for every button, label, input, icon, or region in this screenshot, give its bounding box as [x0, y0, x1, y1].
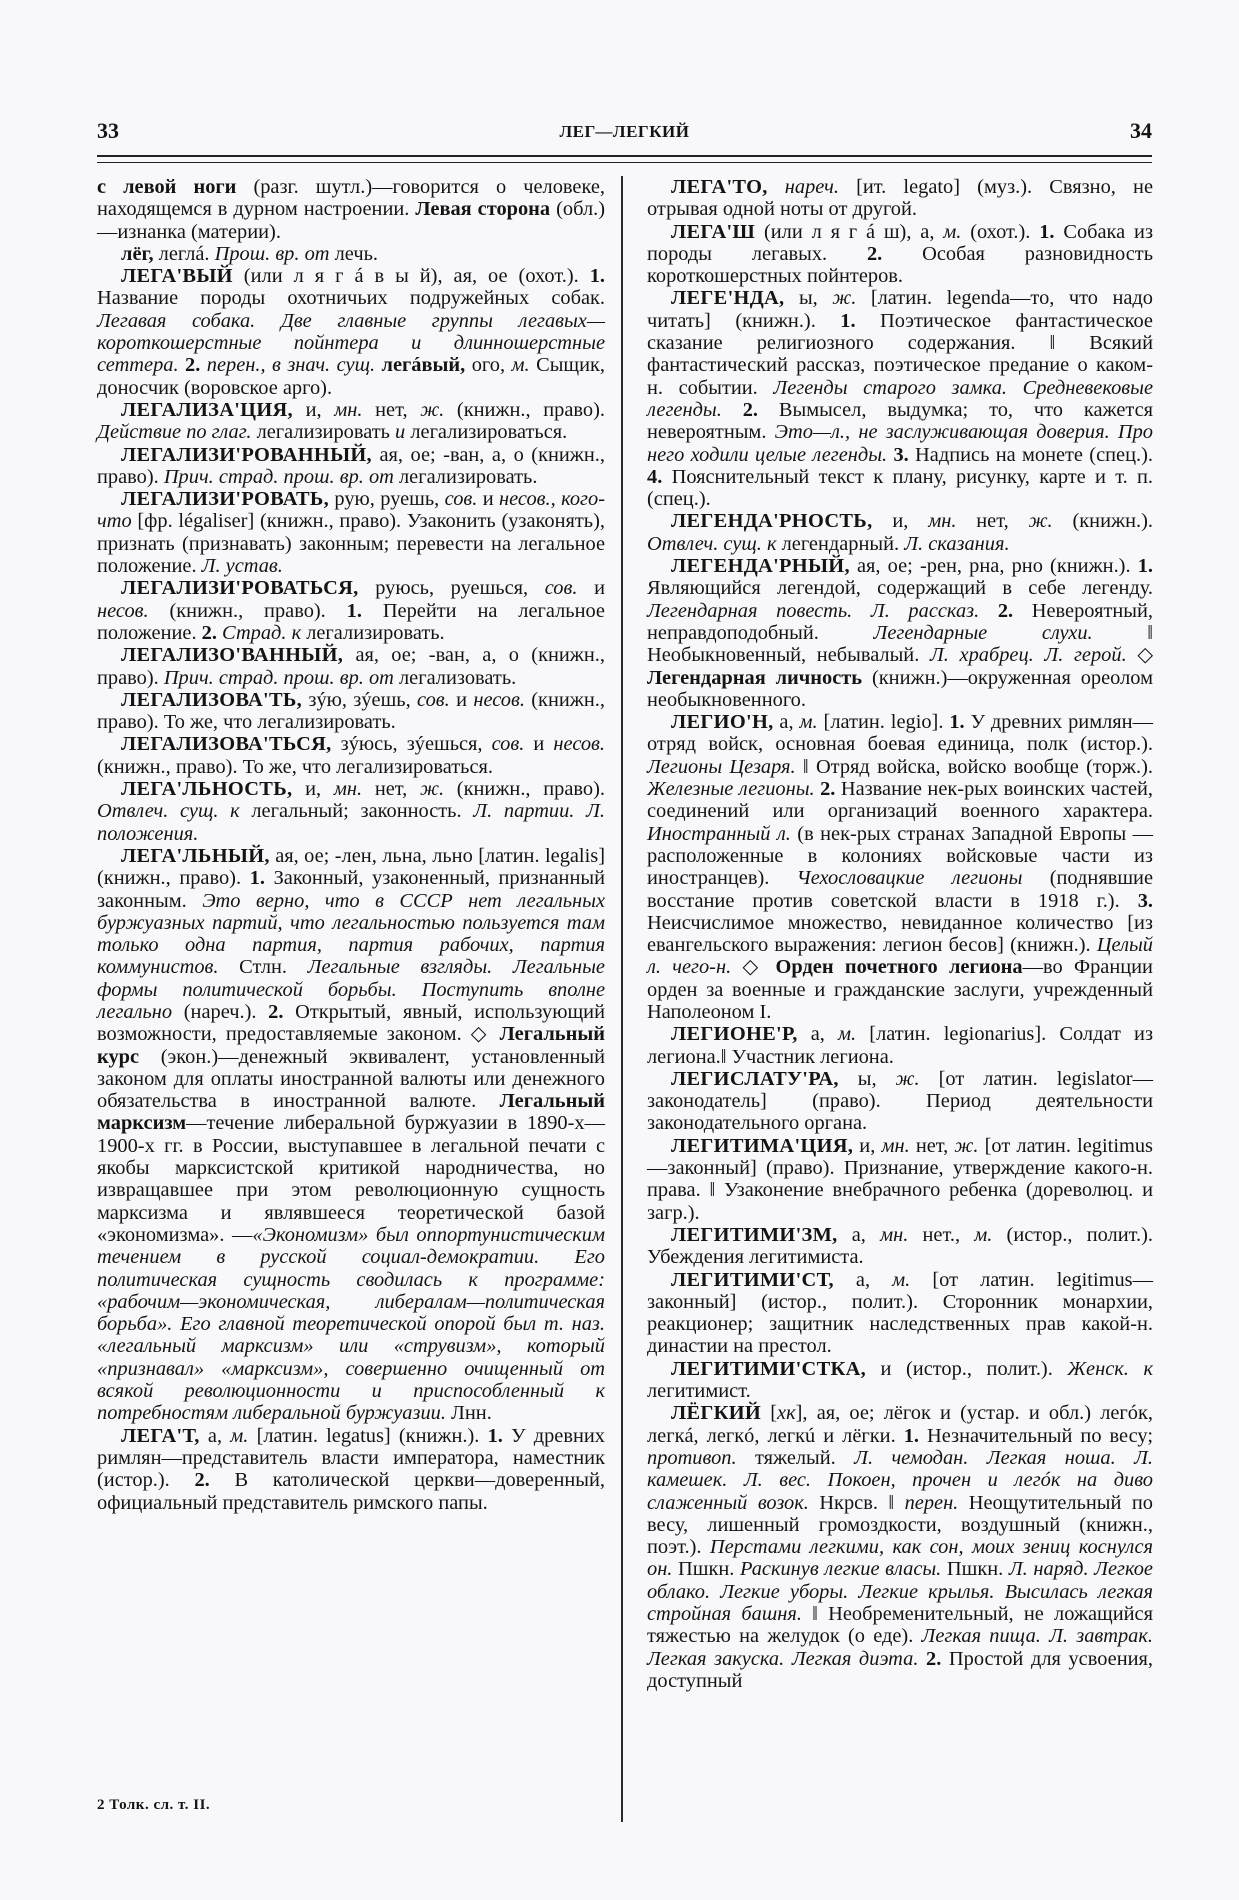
italic-text: Л. сказания. — [904, 532, 1010, 555]
entry-text: нет, — [362, 398, 421, 421]
italic-text: Л. устав. — [201, 555, 283, 578]
italic-text: «Экономизм» был оппортунистическим течением в русской социал-демократии. Его политическая сущность сводилась к программе: «рабочим—экономическая, либералам—политическая борьба». Его главной теоретической опорой был т. наз. «легальный марксизм» или «струвизм», который «признавал» «марксизм», совершенно очищенный от всякой революционности и приспособленный к потребностям либеральной буржуазии. — [97, 1223, 605, 1425]
bold-text: 2. — [194, 1469, 210, 1492]
entry-text: и, — [292, 398, 335, 421]
italic-text: м. — [974, 1223, 993, 1246]
entry-text: Надпись на монете (спец.). — [908, 443, 1154, 466]
headword: ЛЕГИОНЕ'Р, — [671, 1023, 798, 1046]
italic-text: несов. — [97, 599, 149, 622]
entry-text: Являющийся легендой, содержащий в себе легенду. — [647, 577, 1153, 600]
italic-text: Женск. к — [1067, 1357, 1153, 1380]
entry-text: (книжн.)—окруженная ореолом необыкновенного. — [647, 666, 1153, 711]
italic-text: Раскинув легкие власы. — [740, 1558, 942, 1581]
entry-text: и, — [872, 510, 929, 533]
italic-text: Л. чемодан. Легкая ноша. Л. камешек. Л. вес. Покоен, прочен и легóк на диво слаженный возок. — [647, 1446, 1153, 1514]
italic-text: Легенды старого замка. Средневековые легенды. — [647, 376, 1153, 421]
entry-text: ◇ — [731, 956, 776, 979]
entry-text: [ — [761, 1402, 778, 1425]
bold-text: 1. — [840, 309, 856, 332]
entry-text: —во Франции орден за военные и гражданские заслуги, учрежденный Наполеоном I. — [647, 956, 1153, 1023]
entry-text: (поднявшие восстание против советской власти в 1918 г.). — [647, 867, 1153, 912]
dictionary-entry — [647, 1402, 1153, 1692]
italic-text: несов. — [553, 733, 606, 756]
headword: ЛЕГАЛИЗОВА'ТЬСЯ, — [121, 733, 332, 756]
entry-text: (разг. шутл.)—говорится о человеке, находящемся в дурном настроении. — [97, 176, 605, 221]
entry-text: Собака из породы легавых. — [647, 220, 1154, 265]
entry-text: Перейти на легальное положение. — [97, 599, 605, 644]
entry-text: ‖ Необыкновенный, небывалый. — [647, 621, 1153, 667]
entry-text: рую, руешь, — [329, 488, 445, 511]
page-header — [97, 118, 1152, 148]
dictionary-entry — [97, 733, 605, 778]
entry-text: (охот.). — [961, 220, 1040, 243]
bold-text: 2. — [201, 621, 217, 644]
entry-text: а, — [837, 1223, 881, 1246]
entry-text: легализировать — [251, 421, 396, 444]
entry-text: Неисчислимое множество, невиданное количество [из евангельского выражения: легион бесов] (книжн.). — [647, 911, 1153, 957]
entry-text: Пшкн. — [941, 1558, 1009, 1581]
entry-text: Пояснительный текст к плану, рисунку, карте и т. п. (спец.). — [647, 465, 1153, 511]
italic-text: м. — [230, 1424, 249, 1447]
bold-text: Легальный курс — [97, 1023, 605, 1068]
bold-text: Легендарная личность — [647, 666, 863, 689]
dictionary-entry — [97, 444, 605, 489]
entry-text: (обл.)—изнанка (материи). — [97, 198, 606, 243]
entry-text: [от латин. legislator—законодатель] (право). Период деятельности законодательного органа. — [647, 1067, 1153, 1135]
dictionary-entry — [97, 778, 605, 845]
column-divider — [621, 176, 623, 1822]
bold-text: с левой ноги — [97, 176, 237, 198]
entry-text: Вымысел, выдумка; то, что кажется невероятным. — [647, 398, 1154, 444]
italic-text: м. — [892, 1268, 911, 1291]
italic-text: и — [395, 421, 406, 444]
entry-text: легализироваться. — [405, 421, 568, 444]
dictionary-entry — [97, 488, 605, 577]
entry-text: Невероятный, неправдоподобный. — [647, 599, 1153, 644]
entry-text: [ит. legato] (муз.). Связно, не отрывая одной ноты от другой. — [647, 176, 1153, 221]
header-double-rule — [97, 155, 1152, 163]
entry-text: лечь. — [329, 242, 378, 265]
entry-text: и — [477, 488, 500, 511]
dictionary-entry — [97, 577, 605, 644]
entry-text: нет, — [909, 1134, 955, 1157]
entry-text: легальный; законность. — [239, 800, 474, 823]
italic-text: Отвлеч. сущ. к — [97, 800, 240, 823]
running-head: ЛЕГ—ЛЕГКИЙ — [559, 122, 690, 141]
entry-text: (или л я г á ш), а, — [755, 220, 944, 243]
entry-text: В католической церкви—доверенный, официальный представитель римского папы. — [97, 1469, 606, 1514]
headword: ЛЕГЕ'НДА, — [671, 287, 785, 310]
italic-text: Это—л., не заслуживающая доверия. Про него ходили целые легенды. — [647, 421, 1153, 466]
headword: ЛЕГИО'Н, — [671, 711, 774, 734]
entry-text: (книжн., право). То же, что легализировать. — [97, 688, 605, 734]
italic-text: мн. — [928, 510, 957, 533]
entry-text: (книжн., право). — [444, 778, 605, 801]
italic-text: ж. — [1028, 510, 1053, 533]
italic-text: Действие по глаг. — [97, 421, 252, 444]
bold-text: 2. — [268, 1000, 284, 1023]
entry-text: а, — [773, 711, 800, 734]
entry-text: а, — [833, 1268, 893, 1291]
bold-text: 1. — [249, 867, 265, 890]
dictionary-entry — [647, 287, 1153, 510]
italic-text: Легендарная повесть. Л. рассказ. — [647, 599, 980, 622]
italic-text: Л. наряд. Легкое облако. Легкие уборы. Легкие крылья. Высилась легкая стройная башня. — [647, 1558, 1153, 1625]
dictionary-entry — [647, 1358, 1153, 1403]
entry-text: (книжн.). — [1052, 510, 1153, 533]
entry-text: и (истор., полит.). — [866, 1357, 1068, 1380]
entry-text: (в нек-рых странах Западной Европы — расположенные в колониях войсковые части из иностранцев). — [647, 822, 1153, 890]
italic-text: Чехословацкие легионы — [796, 867, 1023, 890]
italic-text: ж. — [954, 1134, 979, 1157]
italic-text: м. — [799, 711, 818, 734]
italic-text: Прич. страд. прош. вр. от — [163, 465, 394, 488]
dictionary-entry — [647, 1269, 1153, 1358]
italic-text: мн. — [880, 1223, 909, 1246]
bold-text: 1. — [487, 1424, 503, 1447]
bold-text: 1. — [1039, 220, 1055, 243]
headword: ЛЕГАЛИЗИ'РОВАТЬ, — [121, 488, 330, 511]
entry-text: У древних римлян—представитель власти императора, наместник (истор.). — [97, 1424, 606, 1492]
italic-text: м. — [943, 220, 962, 243]
entry-text: нет, — [362, 778, 420, 801]
bold-text: 2. — [721, 398, 758, 421]
headword: ЛЕГА'ЛЬНЫЙ, — [121, 844, 270, 867]
headword: ЛЕГИСЛАТУ'РА, — [671, 1067, 839, 1090]
entry-text: и — [524, 733, 554, 756]
italic-text: ж. — [420, 398, 445, 421]
entry-text: (нареч.). — [172, 1000, 269, 1023]
entry-text: Простой для усвоения, доступный — [647, 1647, 1153, 1692]
entry-text: и — [577, 577, 605, 600]
entry-text: нет, — [956, 510, 1029, 533]
entry-text: [латин. legatus] (книжн.). — [248, 1424, 488, 1447]
italic-text: Перстами легкими, как сон, моих зениц коснулся он. — [647, 1536, 1153, 1581]
headword: ЛЕГА'ТО, — [671, 176, 768, 198]
entry-text: тяжелый. — [736, 1446, 855, 1469]
entry-text: Название породы охотничьих подружейных собак. — [97, 287, 605, 310]
italic-text: Л. храбрец. Л. герой. — [929, 644, 1127, 667]
entry-text: Название нек-рых воинских частей, соединений или организаций военного характера. — [647, 778, 1154, 823]
bold-text: 1. — [903, 1424, 919, 1447]
italic-text: Целый л. чего-н. — [647, 934, 1153, 979]
entry-text: и, — [292, 778, 334, 801]
italic-text: Это верно, что в СССР нет легальных буржуазных партий, что легальностью пользуется там только одна партия, партия рабочих, партия коммунистов. — [97, 889, 605, 979]
bold-text: Орден почетного легиона — [775, 956, 1023, 979]
entry-text: легализовать. — [393, 666, 517, 689]
headword: ЛЕГЕНДА'РНЫЙ, — [671, 555, 850, 578]
italic-text: сов. — [444, 488, 478, 511]
italic-text: Легионы Цезаря. — [647, 755, 796, 778]
italic-text: сов. — [491, 733, 525, 756]
dictionary-entry — [647, 1224, 1153, 1269]
dictionary-entry — [647, 510, 1153, 555]
right-column — [647, 176, 1153, 1692]
dictionary-entry — [647, 555, 1153, 711]
dictionary-entry — [97, 1425, 605, 1514]
italic-text: Отвлеч. сущ. к — [647, 532, 777, 555]
entry-text: У древних римлян—отряд войск, основная боевая единица, полк (истор.). — [647, 711, 1153, 756]
entry-text: [латин. legionarius]. Солдат из легиона.‖ Участник легиона. — [647, 1023, 1153, 1068]
entry-text: ◇ — [1126, 644, 1154, 667]
entry-text: зýю, зýешь, — [302, 688, 418, 711]
entry-text: (истор., полит.). Убеждения легитимиста. — [647, 1223, 1153, 1269]
entry-text: а, — [797, 1023, 839, 1046]
italic-text: ж. — [895, 1067, 920, 1090]
dictionary-entry — [647, 711, 1153, 1023]
bold-text: Легальный марксизм — [97, 1090, 605, 1135]
entry-text: ‖ Отряд войска, войско вообще (торж.). — [795, 755, 1154, 778]
entry-text: Неощутительный по весу, лишенный громоздкости, воздушный (книжн., поэт.). — [647, 1491, 1153, 1559]
entry-text: (экон.)—денежный эквивалент, установленный законом для оплаты иностранной валюты или денежного обязательства в иностранной валюте. — [97, 1045, 605, 1113]
bold-text: Левая сторона — [415, 198, 551, 221]
entry-text: Нкрсв. ‖ — [808, 1491, 905, 1514]
headword: ЛЕГИТИМИ'СТ, — [671, 1268, 834, 1291]
entry-text: ая, ое; -лен, льна, льно [латин. legalis] (книжн., право). — [97, 844, 605, 890]
entry-text: Сыщик, доносчик (воровское арго). — [97, 354, 606, 399]
entry-text: ая, ое; -рен, рна, рно (книжн.). — [849, 555, 1138, 578]
dictionary-entry — [647, 1023, 1153, 1068]
entry-text: ы, — [838, 1067, 896, 1090]
dictionary-entry — [97, 845, 605, 1425]
entry-text: (книжн., право). То же, что легализироваться. — [97, 755, 493, 778]
headword: ЛЕГАЛИЗИ'РОВАТЬСЯ, — [121, 577, 359, 600]
entry-text: Открытый, явный, использующий возможности, предоставляемые законом. ◇ — [97, 1000, 605, 1046]
headword: ЛЕГАЛИЗО'ВАННЫЙ, — [121, 644, 344, 667]
entry-text: и — [449, 688, 474, 711]
italic-text: сов. — [417, 688, 450, 711]
headword: ЛЕГА'Т, — [121, 1424, 200, 1447]
entry-text: ], ая, ое; лёгок и (устар. и обл.) легóк, легкá, легкó, легкú и лёгки. — [647, 1402, 1153, 1447]
entry-text: Стлн. — [218, 956, 308, 979]
entry-text: нет., — [908, 1223, 975, 1246]
italic-text: Прош. вр. от — [214, 242, 330, 265]
entry-text: легендарный. — [776, 532, 905, 555]
dictionary-entry — [97, 176, 605, 243]
bold-text: 2. — [979, 599, 1014, 622]
italic-text: мн. — [333, 778, 363, 801]
entry-text: зýюсь, зýешься, — [331, 733, 492, 756]
bold-text: 3. — [1137, 889, 1153, 912]
entry-text: (книжн., право). — [444, 398, 605, 421]
bold-text: легáвый, — [375, 354, 466, 377]
headword: ЛЕГЕНДА'РНОСТЬ, — [671, 510, 873, 533]
headword: ЛЕГА'Ш — [671, 220, 756, 243]
bold-text: 4. — [647, 465, 663, 488]
bold-text: 1. — [949, 711, 965, 734]
entry-text: Пшкн. — [672, 1558, 741, 1581]
italic-text: Легальные взгляды. Легальные формы политической борьбы. Поступить вполне легально — [97, 956, 605, 1023]
entry-text: легализировать. — [301, 621, 445, 644]
italic-text: противоп. — [647, 1446, 737, 1469]
italic-text: мн. — [881, 1134, 910, 1157]
dictionary-entry — [647, 1135, 1153, 1224]
italic-text: ж. — [832, 287, 857, 310]
italic-text: мн. — [334, 398, 363, 421]
bold-text: 2. — [866, 242, 883, 265]
italic-text: Л. партии. Л. положения. — [97, 800, 605, 845]
dictionary-entry — [647, 221, 1153, 288]
bold-text: 2. — [814, 778, 836, 801]
entry-text: ‖ Необременительный, не ложащийся тяжестью на желудок (о еде). — [647, 1603, 1153, 1648]
entry-text: Законный, узаконенный, признанный законным. — [97, 867, 605, 912]
entry-text: ого, — [465, 354, 512, 377]
page-number-right: 34 — [1130, 118, 1152, 143]
bold-text: 1. — [346, 599, 362, 622]
italic-text: хк — [777, 1402, 796, 1425]
entry-text: Поэтическое фантастическое сказание религиозного содержания. ‖ Всякий фантастический рассказ, поэтическое предание о каком-н. событии. — [647, 309, 1153, 399]
headword: ЛЕГА'ЛЬНОСТЬ, — [121, 778, 293, 801]
entry-text: леглá. — [153, 242, 215, 265]
bold-text: 1. — [1137, 555, 1153, 578]
left-column — [97, 176, 605, 1514]
italic-text: Иностранный л. — [647, 822, 791, 845]
entry-text: ая, ое; -ван, а, о (книжн., право). — [97, 644, 605, 689]
italic-text: несов., кого-что — [97, 488, 605, 533]
entry-text: Лнн. — [445, 1402, 492, 1425]
italic-text: Прич. страд. прош. вр. от — [163, 666, 394, 689]
italic-text: Легкая пища. Л. завтрак. Легкая закуска. Легкая диэта. — [647, 1625, 1153, 1670]
entry-text: [латин. legenda—то, что надо читать] (книжн.). — [647, 287, 1153, 332]
entry-text: [латин. legio]. — [817, 711, 950, 734]
italic-text: м. — [838, 1023, 857, 1046]
italic-text: нареч. — [767, 176, 839, 198]
entry-text: [фр. légaliser] (книжн., право). Узаконить (узаконять), признать (признавать) законным; перевести на легальное положение. — [97, 510, 605, 578]
headword: ЛЕГИТИМИ'СТКА, — [671, 1357, 866, 1380]
italic-text: м. — [511, 354, 530, 377]
headword: ЛЕГИТИМИ'ЗМ, — [671, 1223, 838, 1246]
italic-text: перен., в знач. сущ. — [200, 354, 376, 377]
dictionary-entry — [647, 176, 1153, 221]
entry-text: руюсь, руешься, — [358, 577, 545, 600]
bold-text: 3. — [887, 443, 909, 466]
entry-text: и, — [853, 1134, 882, 1157]
italic-text: сов. — [544, 577, 578, 600]
dictionary-entry — [97, 689, 605, 734]
entry-text: (или л я г á в ы й), ая, ое (охот.). — [232, 265, 590, 288]
entry-text: Незначительный по весу; — [919, 1424, 1153, 1447]
bold-text: лёг, — [121, 242, 154, 265]
italic-text: Легавая собака. Две главные группы легавых—короткошерстные пойнтера и длинношерстные сеттера. — [97, 309, 605, 377]
italic-text: Легендарные слухи. — [873, 621, 1093, 644]
entry-text: [от латин. legitimus—законный] (право). Признание, утверждение какого-н. права. ‖ Узаконение внебрачного ребенка (дореволюц. и загр.). — [647, 1134, 1153, 1224]
entry-text: Особая разновидность короткошерстных пойнтеров. — [647, 242, 1153, 288]
headword: ЛЁГКИЙ — [671, 1402, 762, 1425]
dictionary-entry — [97, 399, 605, 444]
entry-text: ая, ое; -ван, а, о (книжн., право). — [97, 443, 605, 488]
dictionary-entry — [97, 265, 605, 399]
entry-text: легализировать. — [393, 465, 538, 488]
headword: ЛЕГАЛИЗОВА'ТЬ, — [121, 688, 303, 711]
bold-text: 2. — [178, 354, 201, 377]
italic-text: Железные легионы. — [647, 778, 815, 801]
printer-signature: 2 Толк. сл. т. II. — [97, 1797, 211, 1813]
dictionary-entry — [97, 644, 605, 689]
headword: ЛЕГА'ВЫЙ — [121, 265, 233, 288]
entry-text: ы, — [784, 287, 833, 310]
italic-text: несов. — [473, 688, 525, 711]
entry-text: легитимист. — [647, 1380, 751, 1403]
entry-text: а, — [199, 1424, 231, 1447]
entry-text: —течение либеральной буржуазии в 1890-х—1900-х гг. в России, выступавшее в легальной печати с якобы марксистской критикой народничества, но извращавшее при этом революционную сущность марксизма и являвшееся теоретической базой «экономизма». — — [97, 1112, 605, 1246]
bold-text: 2. — [918, 1647, 942, 1670]
headword: ЛЕГАЛИЗА'ЦИЯ, — [121, 398, 293, 421]
headword: ЛЕГИТИМА'ЦИЯ, — [671, 1134, 854, 1157]
entry-text: [от латин. legitimus—законный] (истор., полит.). Сторонник монархии, реакционер; защитник наследственных прав какой-н. династии на престол. — [647, 1268, 1153, 1358]
dictionary-entry — [97, 243, 605, 265]
headword: ЛЕГАЛИЗИ'РОВАННЫЙ, — [121, 443, 372, 466]
page-number-left: 33 — [97, 118, 119, 143]
bold-text: 1. — [589, 265, 605, 288]
italic-text: перен. — [904, 1491, 959, 1514]
italic-text: Страд. к — [216, 621, 302, 644]
italic-text: ж. — [420, 778, 445, 801]
dictionary-entry — [647, 1068, 1153, 1135]
entry-text: (книжн., право). — [148, 599, 347, 622]
